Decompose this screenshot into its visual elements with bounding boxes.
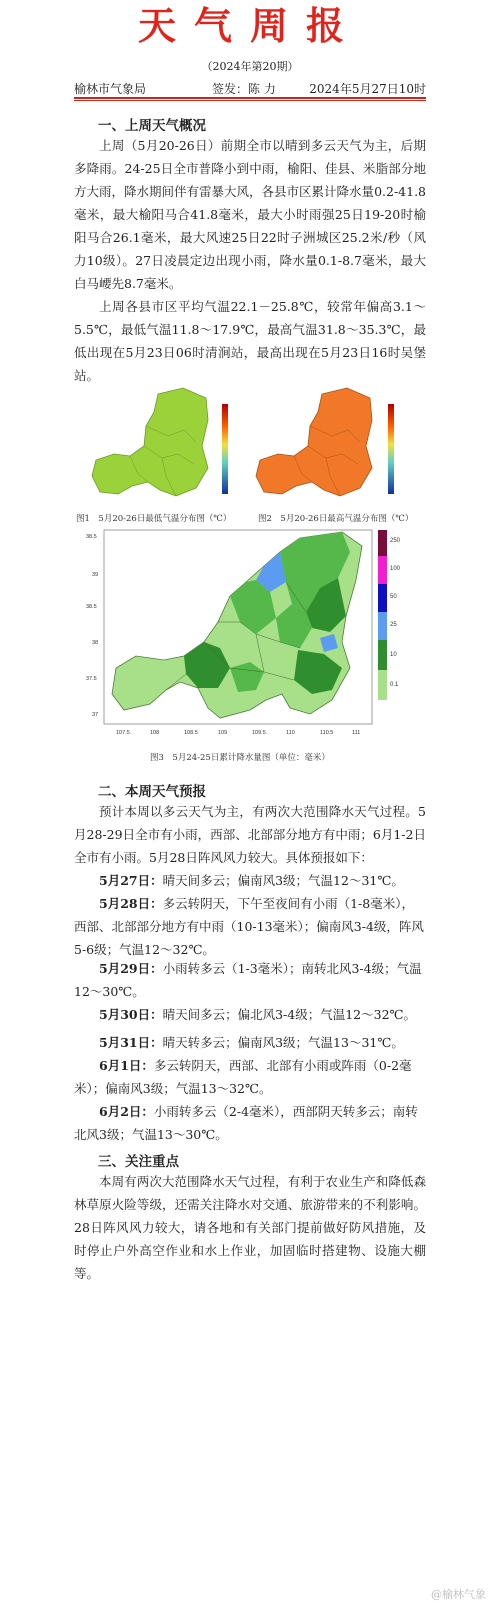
fig2-caption: 图2 5月20-26日最高气温分布图（℃）: [258, 514, 414, 524]
fig1-caption: 图1 5月20-26日最低气温分布图（℃）: [76, 514, 232, 524]
forecast-text: 晴天转多云；偏南风3级；气温13～31℃。: [162, 1035, 404, 1050]
section1-para2: 上周各县市区平均气温22.1－25.8℃，较常年偏高3.1～5.5℃，最低气温11.8～17.9℃，最高气温31.8～35.3℃，最低出现在5月23日06时清涧站，最高出现在5月23日16时吴堡站。: [74, 299, 426, 383]
section3-heading: 三、关注重点: [98, 1154, 179, 1170]
section1-para1: 上周（5月20-26日）前期全市以晴到多云天气为主，后期多降雨。24-25日全市普降小到中雨，榆阳、佳县、米脂部分地方大雨，降水期间伴有雷暴大风，各县市区累计降水量0.2-41.8毫米，最大榆阳马合41.8毫米，最大小时雨强25日19-20时榆阳马合26.1毫米，最大风速25日22时子洲城区25.2米/秒（风力10级）。27日凌晨定边出现小雨，降水量0.1-8.7毫米，最大白马崾先8.7毫米。: [74, 138, 426, 291]
forecast-text: 多云转阴天，下午至夜间有小雨（1-8毫米），西部、北部部分地方有中雨（10-13毫米）；偏南风3-4级，阵风5-6级；气温12～32℃。: [74, 896, 424, 957]
y-tick: 38.5: [86, 604, 97, 610]
y-tick: 39: [92, 572, 99, 578]
y-tick: 38.5: [86, 534, 97, 540]
forecast-day: [74, 892, 426, 961]
min-temp-map: [88, 384, 238, 502]
y-tick: 37.5: [86, 676, 97, 682]
section2-heading: 二、本周天气预报: [98, 784, 206, 800]
precipitation-map: [80, 522, 420, 754]
legend-label: 100: [390, 566, 401, 572]
y-tick: 38: [92, 640, 99, 646]
forecast-day: [74, 1031, 426, 1054]
issuing-org: 榆林市气象局: [74, 82, 147, 96]
x-tick: 110.5: [320, 730, 334, 736]
forecast-day: [74, 1003, 426, 1026]
issue-date: 2024年5月27日10时: [309, 82, 426, 96]
x-tick: 108.5: [184, 730, 198, 736]
precip-legend: [390, 538, 401, 688]
forecast-day: [74, 1054, 426, 1100]
forecast-text: 多云转阴天，西部、北部有小雨或阵雨（0-2毫米）；偏南风3级；气温13～32℃。: [74, 1058, 412, 1096]
legend-label: 25: [390, 622, 397, 628]
forecast-date: 5月30日：: [99, 1007, 163, 1022]
report-title: 天气周报: [137, 3, 362, 48]
section2-intro: 预计本周以多云天气为主，有两次大范围降水天气过程。5月28-29日全市有小雨，西部、北部部分地方有中雨；6月1-2日全市有小雨。5月28日阵风风力较大。具体预报如下：: [74, 804, 426, 865]
y-tick: 37: [92, 712, 99, 718]
legend-label: 0.1: [390, 682, 399, 688]
issue-number: （2024年第20期）: [201, 60, 299, 73]
x-tick: 108: [150, 730, 160, 736]
forecast-text: 小雨转多云（2-4毫米），西部阴天转多云；南转北风3级；气温13～30℃。: [74, 1104, 418, 1142]
x-tick: 107.5: [116, 730, 130, 736]
section1-heading: 一、上周天气概况: [98, 118, 206, 134]
forecast-date: 6月1日：: [99, 1058, 154, 1073]
x-tick: 111: [352, 730, 361, 736]
section3-para: 本周有两次大范围降水天气过程，有利于农业生产和降低森林草原火险等级，还需关注降水对交通、旅游带来的不利影响。28日阵风风力较大，请各地和有关部门提前做好防风措施，及时停止户外高空作业和水上作业，加固临时搭建物、设施大棚等。: [74, 1174, 426, 1281]
x-tick: 109.5: [252, 730, 266, 736]
forecast-day: [74, 1100, 426, 1146]
legend-label: 250: [390, 538, 401, 544]
max-temp-map: [252, 384, 402, 502]
header-rule-thin: [74, 100, 426, 101]
forecast-date: 5月29日：: [99, 961, 163, 976]
legend-label: 10: [390, 652, 397, 658]
forecast-date: 5月28日：: [99, 896, 163, 911]
x-tick: 109: [218, 730, 228, 736]
forecast-text: 晴天间多云；偏南风3级；气温12～31℃。: [162, 873, 404, 888]
forecast-day: [74, 957, 426, 1003]
weibo-watermark: @榆林气象: [431, 1588, 486, 1601]
forecast-text: 小雨转多云（1-3毫米）；南转北风3-4级；气温12～30℃。: [74, 961, 422, 999]
signer: 签发：陈 力: [212, 82, 276, 96]
legend-label: 50: [390, 594, 397, 600]
forecast-day: [74, 869, 426, 892]
forecast-date: 5月27日：: [99, 873, 163, 888]
fig3-caption: 图3 5月24-25日累计降水量图（单位：毫米）: [150, 753, 330, 763]
forecast-date: 6月2日：: [99, 1104, 154, 1119]
header-rule: [74, 97, 426, 99]
forecast-date: 5月31日：: [99, 1035, 163, 1050]
x-tick: 110: [286, 730, 295, 736]
forecast-text: 晴天间多云；偏北风3-4级；气温12～32℃。: [162, 1007, 417, 1022]
